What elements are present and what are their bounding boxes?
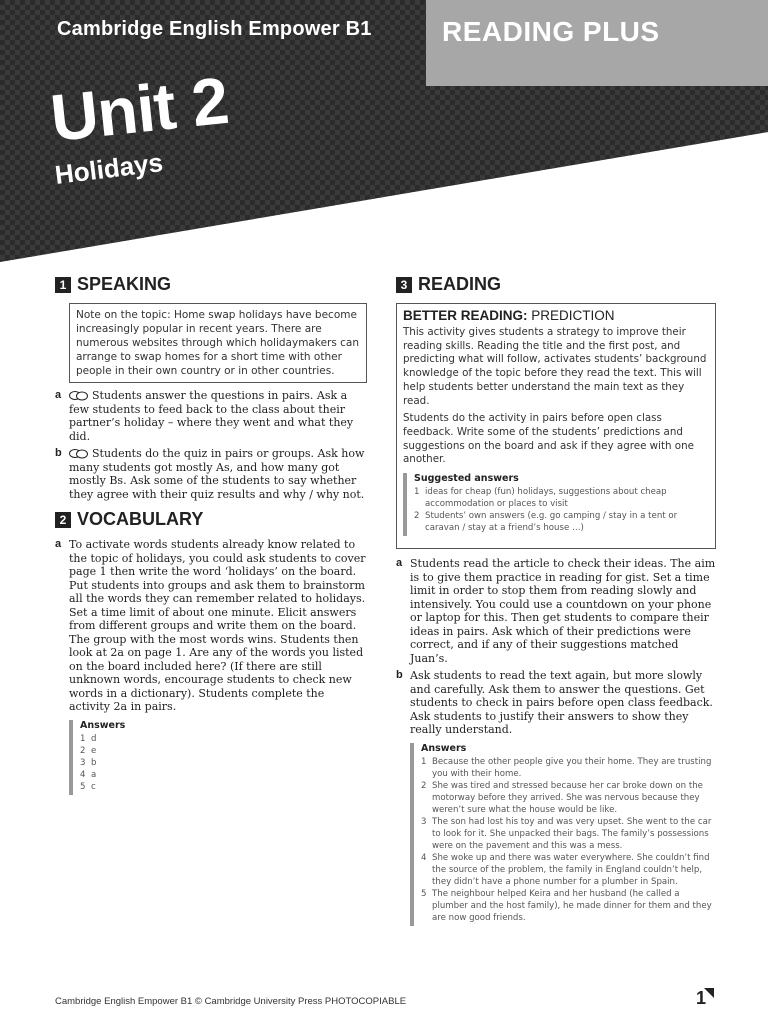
- answer-item: 4 a: [80, 769, 97, 780]
- item-label: a: [55, 538, 62, 550]
- item-label: a: [396, 557, 403, 570]
- better-reading-title: BETTER READING: PREDICTION: [403, 308, 615, 323]
- item-text: Students do the quiz in pairs or groups. Ask how many students got mostly As, and how many got mostly Bs. Ask some of the students to say whether they agree with their quiz results and why / why not.: [69, 447, 365, 501]
- speaking-item-a: [55, 389, 367, 443]
- item-text: Students read the article to check their ideas. The aim is to give them practice in reading for gist. Set a time limit in order to stop them from reading slowly and intensively. You could use a countdown on your phone or laptop for this. Then get students to compare their ideas in pairs. Ask which of their predictions were correct, and if any of their suggestions matched Juan’s.: [410, 557, 716, 665]
- left-column: [55, 274, 367, 803]
- unit-title: Unit 2: [47, 62, 232, 156]
- answer-item: 3 b: [80, 757, 97, 768]
- item-text: Ask students to read the text again, but more slowly and carefully. Ask them to answer the questions. Get students to check in pairs before open class feedback. Ask students to justify their answers to show they really understand.: [410, 669, 713, 737]
- better-reading-box: [396, 303, 716, 549]
- right-column: [396, 274, 716, 934]
- speech-bubbles-icon: [69, 449, 89, 459]
- topic-note: Note on the topic: Home swap holidays have become increasingly popular in recent years. There are numerous websites through which holidaymakers can arrange to swap homes for a short time with other people in their own country or in other countries.: [69, 303, 367, 383]
- answer-item: 5 The neighbour helped Keira and her husband (he called a plumber and the host family), he made dinner for them and they are now good friends.: [421, 888, 712, 923]
- answers-title: Answers: [421, 742, 467, 754]
- item-text: Students answer the questions in pairs. Ask a few students to feed back to the class about their partner’s holiday – where they went and what they did.: [69, 389, 354, 443]
- speaking-heading: [55, 274, 367, 295]
- suggested-answers: [403, 473, 709, 536]
- vocabulary-answers: [69, 720, 367, 795]
- page-number: 1: [696, 988, 707, 1008]
- answers-title: Answers: [80, 719, 126, 731]
- vocabulary-heading: [55, 509, 367, 530]
- answer-item: 5 c: [80, 781, 96, 792]
- answer-item: 2 Students’ own answers (e.g. go camping / stay in a tent or caravan / stay at a friend’s house …): [414, 511, 678, 534]
- tag-label: READING PLUS: [442, 16, 660, 47]
- reading-plus-tag: [426, 0, 768, 86]
- section-number: 3: [396, 277, 412, 293]
- brand-title: Cambridge English Empower B1: [57, 18, 372, 40]
- reading-item-b: [396, 669, 716, 737]
- footer-copyright: Cambridge English Empower B1 © Cambridge University Press PHOTOCOPIABLE: [55, 996, 407, 1007]
- vocabulary-item-a: [55, 538, 367, 714]
- speaking-item-b: [55, 447, 367, 501]
- item-label: b: [396, 669, 403, 682]
- unit-topic: Holidays: [53, 147, 165, 191]
- item-label: a: [55, 389, 62, 401]
- reading-answers: [410, 743, 716, 926]
- better-reading-paragraph: This activity gives students a strategy to improve their reading skills. Reading the title and the first post, and predicting what will follow, activates students’ background knowledge of the topic before they read the text. This will help students better understand the main text as they read.: [403, 326, 707, 407]
- answer-item: 1 Because the other people give you their home. They are trusting you with their home.: [421, 756, 712, 779]
- answer-item: 4 She woke up and there was water everywhere. She couldn’t find the source of the problem, the family in England couldn’t help, they didn’t have a phone number for a plumber in Spain.: [421, 852, 710, 887]
- answer-item: 1 ideas for cheap (fun) holidays, suggestions about cheap accommodation or places to visit: [414, 487, 667, 510]
- section-number: 2: [55, 512, 71, 528]
- section-title: READING: [418, 274, 502, 294]
- answer-item: 2 She was tired and stressed because her car broke down on the motorway before they arrived. She was nervous because they weren’t sure what the house would be like.: [421, 780, 703, 815]
- answer-item: 1 d: [80, 733, 97, 744]
- answers-title: Suggested answers: [414, 473, 519, 485]
- section-title: VOCABULARY: [77, 509, 204, 529]
- answer-item: 3 The son had lost his toy and was very upset. She went to the car to look for it. She unpacked their bags. The family’s possessions were on the pavement and this was a mess.: [421, 816, 712, 851]
- answer-item: 2 e: [80, 745, 97, 756]
- item-text: To activate words students already know related to the topic of holidays, you could ask students to cover page 1 then write the word ‘holidays’ on the board. Put students into groups and ask them to brainstorm all the words they can remember related to holidays. Set a time limit of about one minute. Elicit answers from different groups and write them on the board. The group with the most words wins. Students then look at 2a on page 1. Are any of the words you listed on the board included here? (If there are still unknown words, encourage students to check new words in a dictionary). Students complete the activity 2a in pairs.: [69, 538, 366, 713]
- section-title: SPEAKING: [77, 274, 172, 294]
- reading-heading: [396, 274, 716, 295]
- item-label: b: [55, 447, 62, 459]
- reading-item-a: [396, 557, 716, 665]
- section-number: 1: [55, 277, 71, 293]
- better-reading-paragraph: Students do the activity in pairs before open class feedback. Write some of the students’ predictions and suggestions on the board and ask if they agree with one another.: [403, 412, 694, 466]
- speech-bubbles-icon: [69, 391, 89, 401]
- corner-mark-icon: [704, 988, 714, 998]
